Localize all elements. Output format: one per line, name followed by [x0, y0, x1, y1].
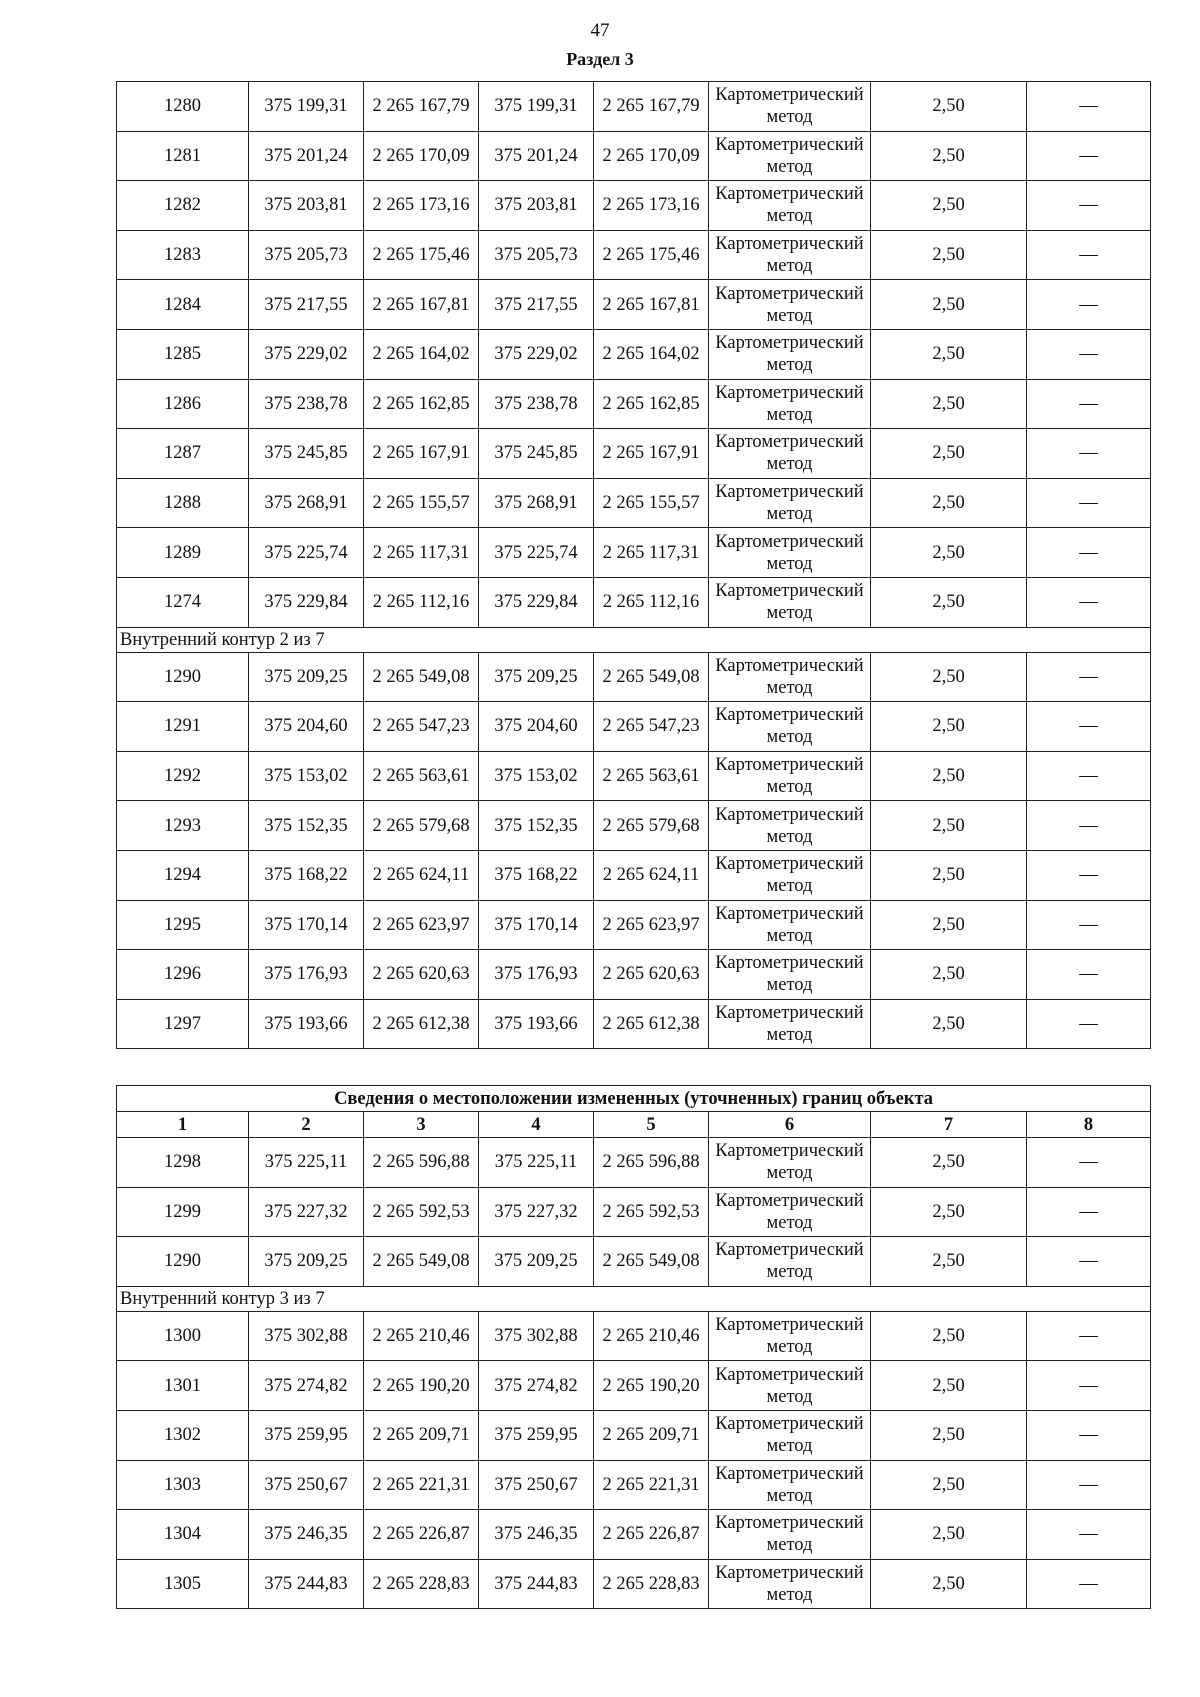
y-coord-cell: 2 265 620,63 [364, 950, 479, 1000]
y-coord-new-cell: 2 265 579,68 [594, 801, 709, 851]
description-cell: — [1027, 1410, 1151, 1460]
method-cell: Картометрический метод [709, 528, 871, 578]
description-cell: — [1027, 478, 1151, 528]
precision-cell: 2,50 [871, 652, 1027, 702]
method-cell: Картометрический метод [709, 1187, 871, 1237]
y-coord-cell: 2 265 167,81 [364, 280, 479, 330]
table-row [117, 230, 1151, 280]
x-coord-cell: 375 205,73 [249, 230, 364, 280]
table-row [117, 82, 1151, 132]
description-cell: — [1027, 950, 1151, 1000]
point-number-cell: 1302 [117, 1410, 249, 1460]
method-cell: Картометрический метод [709, 280, 871, 330]
point-number-cell: 1289 [117, 528, 249, 578]
description-cell: — [1027, 1138, 1151, 1188]
x-coord-cell: 375 302,88 [249, 1311, 364, 1361]
table-row [117, 379, 1151, 429]
section-title: Раздел 3 [566, 49, 634, 69]
description-cell: — [1027, 1510, 1151, 1560]
method-cell: Картометрический метод [709, 900, 871, 950]
description-cell: — [1027, 1187, 1151, 1237]
method-cell: Картометрический метод [709, 652, 871, 702]
table-row [117, 751, 1151, 801]
method-cell: Картометрический метод [709, 751, 871, 801]
x-coord-cell: 375 170,14 [249, 900, 364, 950]
y-coord-cell: 2 265 167,91 [364, 429, 479, 479]
precision-cell: 2,50 [871, 801, 1027, 851]
x-coord-new-cell: 375 302,88 [479, 1311, 594, 1361]
precision-cell: 2,50 [871, 379, 1027, 429]
x-coord-cell: 375 168,22 [249, 850, 364, 900]
x-coord-new-cell: 375 153,02 [479, 751, 594, 801]
y-coord-new-cell: 2 265 624,11 [594, 850, 709, 900]
contour-label-row [117, 627, 1151, 652]
y-coord-new-cell: 2 265 221,31 [594, 1460, 709, 1510]
x-coord-new-cell: 375 152,35 [479, 801, 594, 851]
description-cell: — [1027, 1460, 1151, 1510]
y-coord-cell: 2 265 579,68 [364, 801, 479, 851]
x-coord-new-cell: 375 168,22 [479, 850, 594, 900]
table-row [117, 1237, 1151, 1287]
x-coord-new-cell: 375 259,95 [479, 1410, 594, 1460]
precision-cell: 2,50 [871, 280, 1027, 330]
table-row [117, 1187, 1151, 1237]
x-coord-new-cell: 375 246,35 [479, 1510, 594, 1560]
column-header: 4 [479, 1112, 594, 1138]
table-row [117, 1138, 1151, 1188]
method-cell: Картометрический метод [709, 1460, 871, 1510]
x-coord-cell: 375 259,95 [249, 1410, 364, 1460]
table-row [117, 329, 1151, 379]
x-coord-cell: 375 225,11 [249, 1138, 364, 1188]
y-coord-new-cell: 2 265 117,31 [594, 528, 709, 578]
x-coord-cell: 375 229,84 [249, 577, 364, 627]
description-cell: — [1027, 900, 1151, 950]
contour-label-row [117, 1286, 1151, 1311]
description-cell: — [1027, 801, 1151, 851]
description-cell: — [1027, 131, 1151, 181]
table-row [117, 652, 1151, 702]
point-number-cell: 1274 [117, 577, 249, 627]
precision-cell: 2,50 [871, 528, 1027, 578]
description-cell: — [1027, 528, 1151, 578]
point-number-cell: 1292 [117, 751, 249, 801]
x-coord-new-cell: 375 176,93 [479, 950, 594, 1000]
table-row [117, 429, 1151, 479]
point-number-cell: 1299 [117, 1187, 249, 1237]
y-coord-cell: 2 265 173,16 [364, 181, 479, 231]
y-coord-new-cell: 2 265 167,79 [594, 82, 709, 132]
x-coord-cell: 375 227,32 [249, 1187, 364, 1237]
point-number-cell: 1287 [117, 429, 249, 479]
x-coord-new-cell: 375 199,31 [479, 82, 594, 132]
x-coord-cell: 375 250,67 [249, 1460, 364, 1510]
method-cell: Картометрический метод [709, 1410, 871, 1460]
y-coord-new-cell: 2 265 167,91 [594, 429, 709, 479]
y-coord-new-cell: 2 265 164,02 [594, 329, 709, 379]
table-row [117, 1361, 1151, 1411]
x-coord-new-cell: 375 209,25 [479, 1237, 594, 1287]
method-cell: Картометрический метод [709, 82, 871, 132]
precision-cell: 2,50 [871, 950, 1027, 1000]
y-coord-new-cell: 2 265 226,87 [594, 1510, 709, 1560]
x-coord-cell: 375 204,60 [249, 702, 364, 752]
x-coord-new-cell: 375 227,32 [479, 1187, 594, 1237]
y-coord-cell: 2 265 175,46 [364, 230, 479, 280]
point-number-cell: 1294 [117, 850, 249, 900]
precision-cell: 2,50 [871, 478, 1027, 528]
y-coord-cell: 2 265 164,02 [364, 329, 479, 379]
x-coord-cell: 375 152,35 [249, 801, 364, 851]
method-cell: Картометрический метод [709, 1311, 871, 1361]
y-coord-new-cell: 2 265 620,63 [594, 950, 709, 1000]
x-coord-new-cell: 375 225,11 [479, 1138, 594, 1188]
description-cell: — [1027, 379, 1151, 429]
description-cell: — [1027, 652, 1151, 702]
x-coord-cell: 375 274,82 [249, 1361, 364, 1411]
y-coord-new-cell: 2 265 209,71 [594, 1410, 709, 1460]
y-coord-cell: 2 265 170,09 [364, 131, 479, 181]
point-number-cell: 1300 [117, 1311, 249, 1361]
column-header: 6 [709, 1112, 871, 1138]
x-coord-new-cell: 375 274,82 [479, 1361, 594, 1411]
y-coord-cell: 2 265 623,97 [364, 900, 479, 950]
description-cell: — [1027, 82, 1151, 132]
x-coord-new-cell: 375 209,25 [479, 652, 594, 702]
precision-cell: 2,50 [871, 1138, 1027, 1188]
column-header: 2 [249, 1112, 364, 1138]
table-row [117, 999, 1151, 1049]
x-coord-cell: 375 209,25 [249, 652, 364, 702]
table-row [117, 801, 1151, 851]
column-header: 8 [1027, 1112, 1151, 1138]
x-coord-cell: 375 176,93 [249, 950, 364, 1000]
precision-cell: 2,50 [871, 181, 1027, 231]
column-header: 3 [364, 1112, 479, 1138]
point-number-cell: 1284 [117, 280, 249, 330]
description-cell: — [1027, 230, 1151, 280]
y-coord-new-cell: 2 265 228,83 [594, 1559, 709, 1609]
precision-cell: 2,50 [871, 429, 1027, 479]
y-coord-new-cell: 2 265 112,16 [594, 577, 709, 627]
precision-cell: 2,50 [871, 850, 1027, 900]
description-cell: — [1027, 1237, 1151, 1287]
x-coord-cell: 375 268,91 [249, 478, 364, 528]
y-coord-new-cell: 2 265 175,46 [594, 230, 709, 280]
x-coord-new-cell: 375 238,78 [479, 379, 594, 429]
description-cell: — [1027, 1361, 1151, 1411]
method-cell: Картометрический метод [709, 131, 871, 181]
table-row [117, 702, 1151, 752]
y-coord-cell: 2 265 221,31 [364, 1460, 479, 1510]
x-coord-new-cell: 375 193,66 [479, 999, 594, 1049]
description-cell: — [1027, 1311, 1151, 1361]
precision-cell: 2,50 [871, 1361, 1027, 1411]
precision-cell: 2,50 [871, 1410, 1027, 1460]
description-cell: — [1027, 702, 1151, 752]
table-row [117, 181, 1151, 231]
y-coord-cell: 2 265 612,38 [364, 999, 479, 1049]
point-number-cell: 1283 [117, 230, 249, 280]
description-cell: — [1027, 999, 1151, 1049]
method-cell: Картометрический метод [709, 577, 871, 627]
method-cell: Картометрический метод [709, 478, 871, 528]
y-coord-cell: 2 265 624,11 [364, 850, 479, 900]
x-coord-cell: 375 229,02 [249, 329, 364, 379]
table-row [117, 528, 1151, 578]
precision-cell: 2,50 [871, 131, 1027, 181]
y-coord-cell: 2 265 167,79 [364, 82, 479, 132]
precision-cell: 2,50 [871, 999, 1027, 1049]
x-coord-new-cell: 375 229,02 [479, 329, 594, 379]
method-cell: Картометрический метод [709, 429, 871, 479]
y-coord-new-cell: 2 265 623,97 [594, 900, 709, 950]
point-number-cell: 1305 [117, 1559, 249, 1609]
y-coord-new-cell: 2 265 612,38 [594, 999, 709, 1049]
method-cell: Картометрический метод [709, 999, 871, 1049]
y-coord-cell: 2 265 592,53 [364, 1187, 479, 1237]
method-cell: Картометрический метод [709, 329, 871, 379]
precision-cell: 2,50 [871, 1187, 1027, 1237]
point-number-cell: 1285 [117, 329, 249, 379]
x-coord-cell: 375 245,85 [249, 429, 364, 479]
precision-cell: 2,50 [871, 329, 1027, 379]
y-coord-new-cell: 2 265 173,16 [594, 181, 709, 231]
x-coord-cell: 375 203,81 [249, 181, 364, 231]
x-coord-cell: 375 201,24 [249, 131, 364, 181]
x-coord-new-cell: 375 244,83 [479, 1559, 594, 1609]
precision-cell: 2,50 [871, 1311, 1027, 1361]
point-number-cell: 1295 [117, 900, 249, 950]
y-coord-new-cell: 2 265 162,85 [594, 379, 709, 429]
contour-label: Внутренний контур 3 из 7 [117, 1286, 1151, 1311]
y-coord-cell: 2 265 209,71 [364, 1410, 479, 1460]
y-coord-cell: 2 265 155,57 [364, 478, 479, 528]
y-coord-new-cell: 2 265 549,08 [594, 1237, 709, 1287]
point-number-cell: 1293 [117, 801, 249, 851]
point-number-cell: 1290 [117, 652, 249, 702]
table-row [117, 1460, 1151, 1510]
point-number-cell: 1304 [117, 1510, 249, 1560]
method-cell: Картометрический метод [709, 1559, 871, 1609]
precision-cell: 2,50 [871, 577, 1027, 627]
y-coord-cell: 2 265 190,20 [364, 1361, 479, 1411]
x-coord-cell: 375 225,74 [249, 528, 364, 578]
y-coord-cell: 2 265 549,08 [364, 652, 479, 702]
y-coord-new-cell: 2 265 170,09 [594, 131, 709, 181]
precision-cell: 2,50 [871, 702, 1027, 752]
x-coord-new-cell: 375 250,67 [479, 1460, 594, 1510]
table-row [117, 950, 1151, 1000]
x-coord-new-cell: 375 204,60 [479, 702, 594, 752]
method-cell: Картометрический метод [709, 1510, 871, 1560]
table-row [117, 577, 1151, 627]
method-cell: Картометрический метод [709, 950, 871, 1000]
description-cell: — [1027, 751, 1151, 801]
point-number-cell: 1282 [117, 181, 249, 231]
y-coord-new-cell: 2 265 210,46 [594, 1311, 709, 1361]
point-number-cell: 1301 [117, 1361, 249, 1411]
x-coord-new-cell: 375 217,55 [479, 280, 594, 330]
y-coord-cell: 2 265 112,16 [364, 577, 479, 627]
description-cell: — [1027, 1559, 1151, 1609]
x-coord-cell: 375 217,55 [249, 280, 364, 330]
point-number-cell: 1303 [117, 1460, 249, 1510]
x-coord-cell: 375 153,02 [249, 751, 364, 801]
method-cell: Картометрический метод [709, 1361, 871, 1411]
x-coord-cell: 375 193,66 [249, 999, 364, 1049]
contour-label: Внутренний контур 2 из 7 [117, 627, 1151, 652]
x-coord-new-cell: 375 229,84 [479, 577, 594, 627]
point-number-cell: 1280 [117, 82, 249, 132]
coordinates-table-continued [116, 81, 1151, 1049]
description-cell: — [1027, 329, 1151, 379]
y-coord-new-cell: 2 265 563,61 [594, 751, 709, 801]
table-caption: Сведения о местоположении измененных (уточненных) границ объекта [117, 1086, 1151, 1112]
y-coord-new-cell: 2 265 155,57 [594, 478, 709, 528]
table-row [117, 280, 1151, 330]
precision-cell: 2,50 [871, 1559, 1027, 1609]
x-coord-cell: 375 246,35 [249, 1510, 364, 1560]
y-coord-cell: 2 265 596,88 [364, 1138, 479, 1188]
description-cell: — [1027, 280, 1151, 330]
y-coord-cell: 2 265 162,85 [364, 379, 479, 429]
column-header: 1 [117, 1112, 249, 1138]
x-coord-cell: 375 238,78 [249, 379, 364, 429]
point-number-cell: 1286 [117, 379, 249, 429]
column-header: 7 [871, 1112, 1027, 1138]
description-cell: — [1027, 850, 1151, 900]
precision-cell: 2,50 [871, 82, 1027, 132]
y-coord-cell: 2 265 228,83 [364, 1559, 479, 1609]
description-cell: — [1027, 429, 1151, 479]
table-row [117, 131, 1151, 181]
precision-cell: 2,50 [871, 1237, 1027, 1287]
description-cell: — [1027, 577, 1151, 627]
y-coord-cell: 2 265 226,87 [364, 1510, 479, 1560]
y-coord-new-cell: 2 265 596,88 [594, 1138, 709, 1188]
x-coord-cell: 375 199,31 [249, 82, 364, 132]
y-coord-new-cell: 2 265 549,08 [594, 652, 709, 702]
method-cell: Картометрический метод [709, 379, 871, 429]
method-cell: Картометрический метод [709, 702, 871, 752]
column-header-row [117, 1112, 1151, 1138]
table-row [117, 1510, 1151, 1560]
y-coord-new-cell: 2 265 592,53 [594, 1187, 709, 1237]
method-cell: Картометрический метод [709, 230, 871, 280]
y-coord-cell: 2 265 117,31 [364, 528, 479, 578]
y-coord-cell: 2 265 563,61 [364, 751, 479, 801]
table-row [117, 1410, 1151, 1460]
method-cell: Картометрический метод [709, 1237, 871, 1287]
point-number-cell: 1298 [117, 1138, 249, 1188]
method-cell: Картометрический метод [709, 801, 871, 851]
y-coord-new-cell: 2 265 190,20 [594, 1361, 709, 1411]
x-coord-new-cell: 375 205,73 [479, 230, 594, 280]
boundary-changes-table [116, 1085, 1151, 1609]
page-number: 47 [590, 20, 610, 41]
y-coord-new-cell: 2 265 547,23 [594, 702, 709, 752]
table-row [117, 1559, 1151, 1609]
table-row [117, 900, 1151, 950]
description-cell: — [1027, 181, 1151, 231]
method-cell: Картометрический метод [709, 181, 871, 231]
point-number-cell: 1288 [117, 478, 249, 528]
y-coord-new-cell: 2 265 167,81 [594, 280, 709, 330]
x-coord-cell: 375 209,25 [249, 1237, 364, 1287]
x-coord-new-cell: 375 201,24 [479, 131, 594, 181]
column-header: 5 [594, 1112, 709, 1138]
precision-cell: 2,50 [871, 1510, 1027, 1560]
point-number-cell: 1296 [117, 950, 249, 1000]
precision-cell: 2,50 [871, 900, 1027, 950]
point-number-cell: 1297 [117, 999, 249, 1049]
table-row [117, 850, 1151, 900]
x-coord-new-cell: 375 245,85 [479, 429, 594, 479]
precision-cell: 2,50 [871, 230, 1027, 280]
method-cell: Картометрический метод [709, 1138, 871, 1188]
table-row [117, 1311, 1151, 1361]
precision-cell: 2,50 [871, 1460, 1027, 1510]
precision-cell: 2,50 [871, 751, 1027, 801]
table-row [117, 478, 1151, 528]
point-number-cell: 1281 [117, 131, 249, 181]
method-cell: Картометрический метод [709, 850, 871, 900]
y-coord-cell: 2 265 210,46 [364, 1311, 479, 1361]
y-coord-cell: 2 265 549,08 [364, 1237, 479, 1287]
y-coord-cell: 2 265 547,23 [364, 702, 479, 752]
table-caption-row [117, 1086, 1151, 1112]
point-number-cell: 1291 [117, 702, 249, 752]
x-coord-new-cell: 375 268,91 [479, 478, 594, 528]
x-coord-new-cell: 375 170,14 [479, 900, 594, 950]
x-coord-cell: 375 244,83 [249, 1559, 364, 1609]
x-coord-new-cell: 375 225,74 [479, 528, 594, 578]
x-coord-new-cell: 375 203,81 [479, 181, 594, 231]
point-number-cell: 1290 [117, 1237, 249, 1287]
